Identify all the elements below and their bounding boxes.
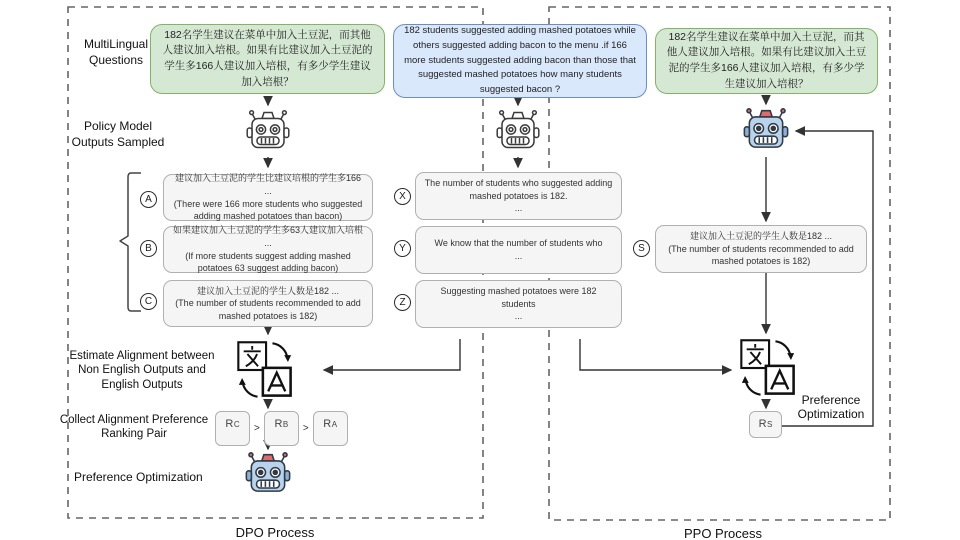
tag-circle-y: Y [394,240,411,257]
tag-circle-c: C [140,293,157,310]
output-x-ellipsis: ... [514,203,523,214]
output-box-x [415,172,622,220]
reward-ra-symbol: R [323,418,332,430]
translate-icon-ppo [736,336,800,400]
reward-rb-symbol: R [274,418,283,430]
translate-icon-dpo [233,338,297,402]
output-box-c [163,280,373,327]
output-box-b [163,226,373,273]
output-box-s [655,225,867,273]
reward-ranking-chain [215,411,348,446]
reward-rb-sub: B [282,420,289,429]
output-x-text: The number of students who suggested adding mashed potatoes is 182. [424,178,613,201]
tag-circle-x: X [394,188,411,205]
preference-robot-dpo-icon [242,451,294,500]
output-c-text-cn: 建议加入土豆泥的学生人数是182 ... [196,285,340,296]
question-box-multilingual-ppo: 182名学生建议在菜单中加入土豆泥，而其他人建议加入培根。如果有比建议加入土豆泥的学生多166人建议加入培根，有多少学生建议加入培根？ [655,28,878,94]
output-y-ellipsis: ... [514,251,523,261]
ranking-gt-2: > [302,423,309,434]
output-a-text-en: (There were 166 more students who suggested adding mashed potatoes than bacon) [173,198,363,222]
output-a-text-cn: 建议加入土豆泥的学生比建议培根的学生多166 ... [174,173,362,196]
abc-group-bracket [120,173,141,311]
tag-circle-a: A [140,191,157,208]
reward-rs-symbol: R [758,418,767,430]
dpo-process-label: DPO Process [235,525,315,540]
output-b-text-cn: 如果建议加入土豆泥的学生多63人建议加入培根 ... [172,225,363,248]
reward-rc-symbol: R [225,418,234,430]
question-box-english: 182 students suggested adding mashed potatoes while others suggested adding bacon to the menu .if 166 more students suggested adding bacon than those that suggested mashed potatoes how many students suggested bacon ? [393,24,647,98]
collect-alignment-label: Collect Alignment Preference Ranking Pair [59,414,209,441]
policy-robot-english-icon [493,109,543,156]
ppo-process-label: PPO Process [683,526,763,540]
policy-robot-dpo-icon [243,109,293,156]
estimate-alignment-label: Estimate Alignment between Non English Outputs and English Outputs [69,350,215,391]
reward-box-ra [313,411,348,446]
reward-rc-sub: C [233,420,240,429]
output-b-text-en: (If more students suggest adding mashed potatoes 63 suggest adding bacon) [185,250,351,274]
reward-box-rs [749,411,782,438]
output-z-text: Suggesting mashed potatoes were 182 students [440,286,597,309]
preference-optimization-dpo-label: Preference Optimization [74,470,203,484]
reward-rs-sub: S [767,420,773,429]
output-box-z [415,280,622,328]
reward-box-rb [264,411,299,446]
multilingual-questions-label: MultiLingual Questions [83,37,149,67]
output-c-text-en: (The number of students recommended to add mashed potatoes is 182) [175,298,361,321]
output-box-y [415,226,622,274]
question-box-multilingual-dpo: 182名学生建议在菜单中加入土豆泥，而其他人建议加入培根。如果有比建议加入土豆泥的学生多166人建议加入培根，有多少学生建议加入培根？ [150,24,385,94]
policy-robot-ppo-icon [740,107,792,156]
ranking-gt-1: > [254,423,260,434]
output-s-text-cn: 建议加入土豆泥的学生人数是182 ... [689,231,833,242]
tag-circle-z: Z [394,294,411,311]
output-s-text-en: (The number of students recommended to add mashed potatoes is 182) [668,243,854,267]
tag-circle-s: S [633,240,650,257]
policy-model-label: Policy Model Outputs Sampled [71,119,165,149]
output-box-a [163,174,373,221]
tag-circle-b: B [140,240,157,257]
reward-ra-sub: A [331,420,338,429]
output-y-text: We know that the number of students who [434,238,603,249]
reward-box-rc [215,411,250,446]
output-z-ellipsis: ... [514,311,523,322]
preference-optimization-ppo-label: Preference Optimization [797,393,865,422]
